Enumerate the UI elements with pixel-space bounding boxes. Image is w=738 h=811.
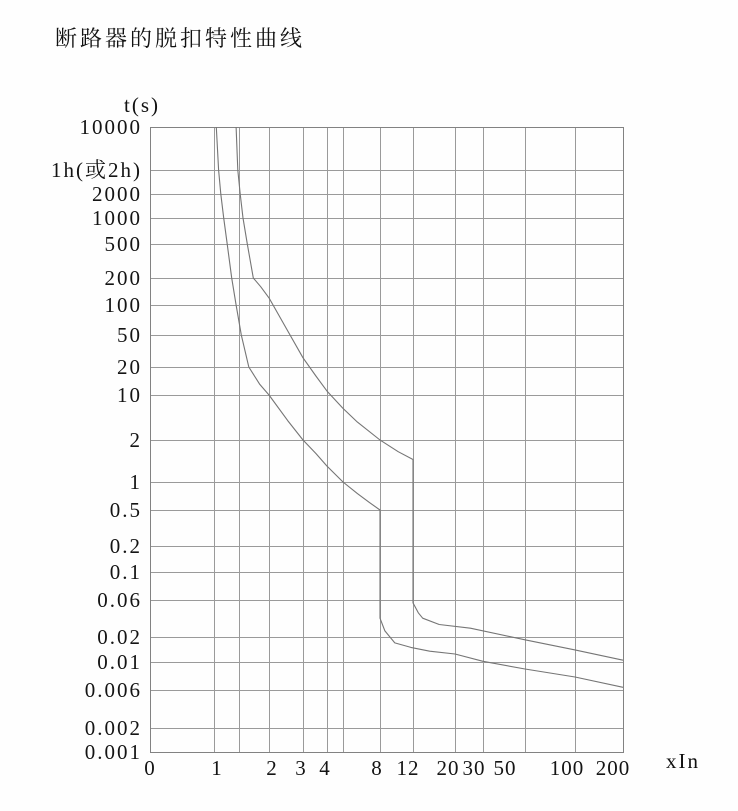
x-tick-label: 1 bbox=[211, 756, 223, 780]
y-tick-label: 0.01 bbox=[97, 650, 142, 674]
y-tick-label: 10 bbox=[117, 383, 142, 407]
x-tick-label: 200 bbox=[595, 756, 631, 780]
y-tick-label: 0.5 bbox=[109, 498, 142, 522]
y-tick-label: 2 bbox=[129, 428, 142, 452]
y-axis-title: t(s) bbox=[124, 93, 160, 117]
y-tick-label: 0.2 bbox=[109, 534, 142, 558]
x-axis-title: xIn bbox=[666, 749, 700, 773]
y-tick-label: 1000 bbox=[92, 206, 142, 230]
y-tick-label: 0.1 bbox=[109, 560, 142, 584]
x-tick-label: 2 bbox=[266, 756, 278, 780]
y-tick-label: 0.002 bbox=[84, 716, 142, 740]
x-tick-label: 12 bbox=[396, 756, 420, 780]
x-tick-label: 0 bbox=[144, 756, 156, 780]
x-tick-label: 50 bbox=[493, 756, 517, 780]
y-tick-label: 2000 bbox=[92, 182, 142, 206]
y-tick-label: 1 bbox=[129, 470, 142, 494]
x-tick-label: 20 bbox=[436, 756, 460, 780]
chart-title: 断路器的脱扣特性曲线 bbox=[55, 26, 306, 51]
y-tick-label: 10000 bbox=[79, 115, 142, 139]
x-tick-label: 3 bbox=[295, 756, 307, 780]
y-tick-label: 0.001 bbox=[84, 740, 142, 764]
plot-area bbox=[150, 127, 624, 753]
y-tick-label: 200 bbox=[104, 266, 142, 290]
y-tick-label: 20 bbox=[117, 355, 142, 379]
x-tick-label: 100 bbox=[549, 756, 585, 780]
x-tick-label: 30 bbox=[462, 756, 486, 780]
y-tick-label: 0.02 bbox=[97, 625, 142, 649]
curve-upper-max-trip-time bbox=[236, 127, 623, 660]
curve-lower-min-trip-time bbox=[216, 127, 623, 687]
x-tick-label: 4 bbox=[319, 756, 331, 780]
x-tick-label: 8 bbox=[371, 756, 383, 780]
y-tick-label: 0.06 bbox=[97, 588, 142, 612]
y-tick-label: 1h(或2h) bbox=[51, 158, 142, 182]
y-tick-label: 0.006 bbox=[84, 678, 142, 702]
y-tick-label: 100 bbox=[104, 293, 142, 317]
y-tick-label: 50 bbox=[117, 323, 142, 347]
y-tick-label: 500 bbox=[104, 232, 142, 256]
